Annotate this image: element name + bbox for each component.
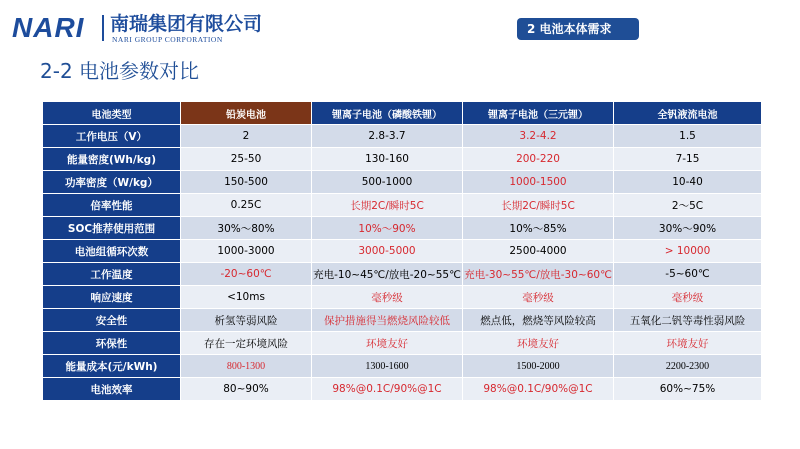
table-cell: 保护措施得当燃烧风险较低 xyxy=(312,309,462,331)
table-cell: -5~60℃ xyxy=(614,263,761,285)
table-cell: 环境友好 xyxy=(614,332,761,354)
table-row xyxy=(43,194,761,216)
table-cell: 五氧化二钒等毒性弱风险 xyxy=(614,309,761,331)
header-lfp: 锂离子电池（磷酸铁锂） xyxy=(312,102,462,124)
table-cell: 30%～80% xyxy=(181,217,311,239)
table-row xyxy=(43,286,761,308)
table-row xyxy=(43,240,761,262)
table-cell: 充电-30~55℃/放电-30~60℃ xyxy=(463,263,613,285)
table-cell: 500-1000 xyxy=(312,171,462,193)
logo-english-name: NARI GROUP CORPORATION xyxy=(112,35,223,44)
row-label: 电池组循环次数 xyxy=(43,240,180,262)
row-label: SOC推荐使用范围 xyxy=(43,217,180,239)
table-row xyxy=(43,355,761,377)
header-lead-carbon: 铅炭电池 xyxy=(181,102,311,124)
header-ternary: 锂离子电池（三元锂） xyxy=(463,102,613,124)
table-row xyxy=(43,332,761,354)
table-body xyxy=(43,125,761,400)
table-cell: 98%@0.1C/90%@1C xyxy=(463,378,613,400)
logo-chinese-name: 南瑞集团有限公司 xyxy=(110,13,263,35)
table-row xyxy=(43,378,761,400)
row-label: 响应速度 xyxy=(43,286,180,308)
table-cell: 2200-2300 xyxy=(614,355,761,377)
table-cell: > 10000 xyxy=(614,240,761,262)
logo-brand: NARI xyxy=(12,12,85,43)
header-vanadium-flow: 全钒液流电池 xyxy=(614,102,761,124)
table-cell: 80~90% xyxy=(181,378,311,400)
table-cell: 25-50 xyxy=(181,148,311,170)
table-row xyxy=(43,309,761,331)
table-cell: 2500-4000 xyxy=(463,240,613,262)
header-battery-type: 电池类型 xyxy=(43,102,180,124)
table-cell: 1.5 xyxy=(614,125,761,147)
table-cell: 2.8-3.7 xyxy=(312,125,462,147)
table-cell: 2～5C xyxy=(614,194,761,216)
table-row xyxy=(43,125,761,147)
table-cell: 1000-3000 xyxy=(181,240,311,262)
row-label: 倍率性能 xyxy=(43,194,180,216)
table-cell: 3000-5000 xyxy=(312,240,462,262)
table-cell: 130-160 xyxy=(312,148,462,170)
table-cell: 0.25C xyxy=(181,194,311,216)
table-cell: 析氢等弱风险 xyxy=(181,309,311,331)
table-cell: 环境友好 xyxy=(312,332,462,354)
table-cell: 150-500 xyxy=(181,171,311,193)
table-row xyxy=(43,217,761,239)
table-cell: 1000-1500 xyxy=(463,171,613,193)
row-label: 电池效率 xyxy=(43,378,180,400)
table-cell: 1500-2000 xyxy=(463,355,613,377)
table-cell: 燃点低，燃烧等风险较高 xyxy=(463,309,613,331)
table-cell: 长期2C/瞬时5C xyxy=(312,194,462,216)
table-cell: 98%@0.1C/90%@1C xyxy=(312,378,462,400)
table-cell: 200-220 xyxy=(463,148,613,170)
table-cell: 长期2C/瞬时5C xyxy=(463,194,613,216)
row-label: 安全性 xyxy=(43,309,180,331)
table-cell: 存在一定环境风险 xyxy=(181,332,311,354)
row-label: 工作温度 xyxy=(43,263,180,285)
row-label: 环保性 xyxy=(43,332,180,354)
table-cell: 毫秒级 xyxy=(312,286,462,308)
table-row xyxy=(43,171,761,193)
battery-comparison-table xyxy=(42,101,762,401)
table-cell: 7-15 xyxy=(614,148,761,170)
page-title: 2-2 电池参数对比 xyxy=(40,59,200,83)
table-cell: 10-40 xyxy=(614,171,761,193)
table-cell: 3.2-4.2 xyxy=(463,125,613,147)
table-cell: 60%~75% xyxy=(614,378,761,400)
table-cell: 充电-10~45℃/放电-20~55℃ xyxy=(312,263,462,285)
table-header-row xyxy=(43,102,761,124)
table-cell: 10%～90% xyxy=(312,217,462,239)
table-row xyxy=(43,148,761,170)
table-cell: 800-1300 xyxy=(181,355,311,377)
table-cell: 毫秒级 xyxy=(614,286,761,308)
table-cell: 1300-1600 xyxy=(312,355,462,377)
row-label: 工作电压（V） xyxy=(43,125,180,147)
table-cell: -20~60℃ xyxy=(181,263,311,285)
section-tag: 2 电池本体需求 xyxy=(517,18,639,40)
table-cell: 30%～90% xyxy=(614,217,761,239)
table-row xyxy=(43,263,761,285)
table-cell: 毫秒级 xyxy=(463,286,613,308)
row-label: 功率密度（W/kg） xyxy=(43,171,180,193)
table-cell: 10%～85% xyxy=(463,217,613,239)
table-cell: 环境友好 xyxy=(463,332,613,354)
table-cell: 2 xyxy=(181,125,311,147)
logo-divider xyxy=(102,15,104,41)
table-cell: <10ms xyxy=(181,286,311,308)
row-label: 能量密度(Wh/kg) xyxy=(43,148,180,170)
row-label: 能量成本(元/kWh) xyxy=(43,355,180,377)
